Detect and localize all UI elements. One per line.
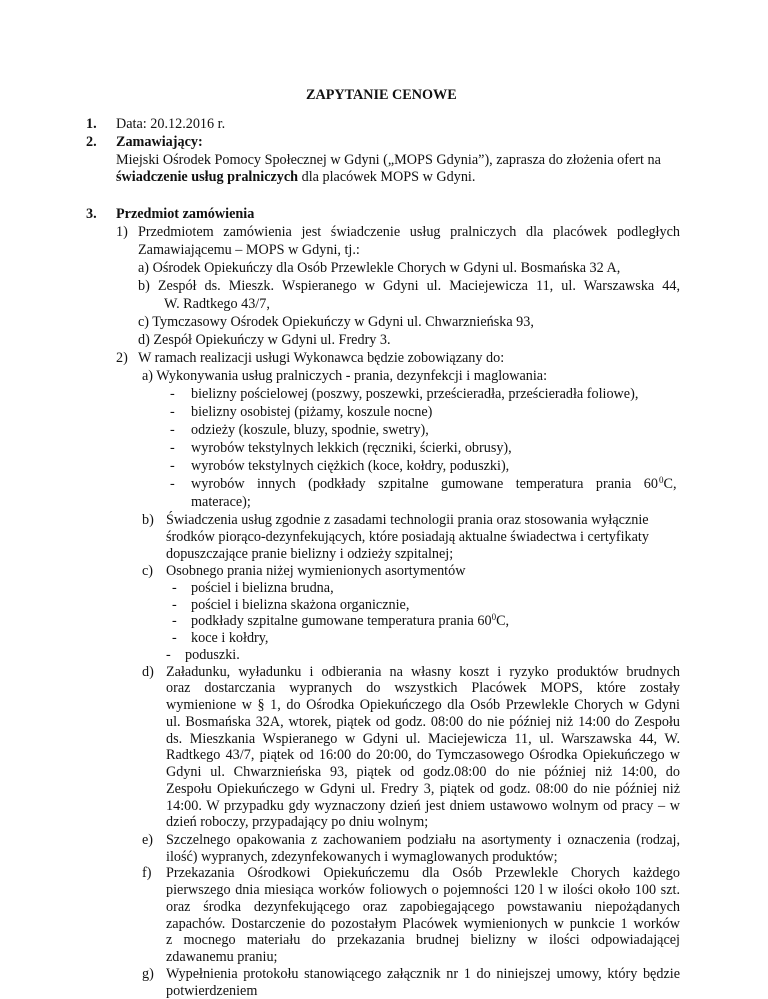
item-f-line: Przekazania Ośrodkowi Opiekuńczemu dla Osób Przewlekle Chorych każdego bbox=[166, 865, 680, 881]
list-item-cont: materace); bbox=[191, 494, 251, 510]
item-f-line: z mocnego materiału do przekazania brudnej bielizny w ilości odpowiadającej bbox=[166, 932, 680, 948]
section-3-heading: Przedmiot zamówienia bbox=[116, 206, 255, 222]
section-2-text-rest: dla placówek MOPS w Gdyni. bbox=[298, 169, 476, 185]
item-d-line: ul. Bosmańska 32A, wtorek, piątek od godz. 08:00 do nie później niż 14:00 do Zespołu bbox=[166, 714, 680, 730]
item-c-line: Osobnego prania niżej wymienionych asortymentów bbox=[166, 563, 466, 579]
dash-bullet: - bbox=[170, 404, 175, 420]
dash-bullet: - bbox=[172, 630, 177, 646]
point-1-line2: Zamawiającemu – MOPS w Gdyni, tj.: bbox=[138, 242, 360, 258]
dash-bullet: - bbox=[170, 440, 175, 456]
item-g-line: Wypełnienia protokołu stanowiącego załącznik nr 1 do niniejszej umowy, który będzie bbox=[166, 966, 680, 982]
point-1-item-c: c) Tymczasowy Ośrodek Opiekuńczy w Gdyni ul. Chwarznieńska 93, bbox=[138, 314, 534, 330]
item-d-line: ds. Mieszkania Wspieranego w Gdyni ul. Maciejewicza 11, ul. Warszawska 44, W. bbox=[166, 731, 680, 747]
dash-bullet: - bbox=[170, 458, 175, 474]
list-item: poduszki. bbox=[185, 647, 240, 663]
section-2-text-line1: Miejski Ośrodek Pomocy Społecznej w Gdyni („MOPS Gdynia”), zaprasza do złożenia ofert na bbox=[116, 152, 661, 168]
item-f-line: oraz środka dezynfekującego oraz zapobiegającego powstawaniu niepożądanych bbox=[166, 899, 680, 915]
item-g-label: g) bbox=[142, 966, 154, 982]
item-b-line: środków piorąco-dezynfekujących, które posiadają aktualne świadectwa i certyfikaty bbox=[166, 529, 649, 545]
list-item: koce i kołdry, bbox=[191, 630, 269, 646]
section-2-heading: Zamawiający: bbox=[116, 134, 203, 150]
list-item: bielizny pościelowej (poszwy, poszewki, prześcieradła, prześcieradła foliowe), bbox=[191, 386, 639, 402]
item-f-label: f) bbox=[142, 865, 152, 881]
item-d-line: dzień roboczy, przypadający po dniu wolnym; bbox=[166, 814, 429, 830]
item-f-line: pierwszego dnia miesiąca worków foliowych o pojemności 120 l w ilości około 100 szt. bbox=[166, 882, 680, 898]
point-2-number: 2) bbox=[116, 350, 128, 366]
list-item: wyrobów tekstylnych ciężkich (koce, kołdry, poduszki), bbox=[191, 458, 510, 474]
item-d-line: Zespołu Opiekuńczego w Gdyni ul. Fredry 3, piątek od godz. 08:00 do nie później niż bbox=[166, 781, 680, 797]
list-item-end: $^0$C, bbox=[659, 475, 677, 492]
date-line: Data: 20.12.2016 r. bbox=[116, 116, 226, 132]
dash-bullet: - bbox=[170, 386, 175, 402]
list-item: pościel i bielizna brudna, bbox=[191, 580, 334, 596]
item-b-line: Świadczenia usług zgodnie z zasadami technologii prania oraz stosowania wyłącznie bbox=[166, 512, 649, 528]
item-e-line: ilość) wypranych, zdezynfekowanych i wymaglowanych produktów; bbox=[166, 849, 558, 865]
item-g-line: potwierdzeniem bbox=[166, 983, 258, 999]
item-f-line: zapachów. Dostarczenie do pozostałym Placówek wymienionych w punkcie 1 worków bbox=[166, 916, 680, 932]
item-d-line: Radtkego 43/7, piątek od 16:00 do 20:00, do Tymczasowego Ośrodka Opiekuńczego w bbox=[166, 747, 680, 763]
list-item: pościel i bielizna skażona organicznie, bbox=[191, 597, 410, 613]
list-item: odzieży (koszule, bluzy, spodnie, swetry), bbox=[191, 422, 429, 438]
list-item: podkłady szpitalne gumowane temperatura prania $60^0C$, bbox=[191, 612, 510, 629]
dash-bullet: - bbox=[172, 597, 177, 613]
section-2-number: 2. bbox=[86, 134, 97, 150]
dash-bullet: - bbox=[172, 613, 177, 629]
point-1-item-b: b) Zespół ds. Mieszk. Wspieranego w Gdyni ul. Maciejewicza 11, ul. Warszawska 44, bbox=[138, 278, 680, 294]
list-item: bielizny osobistej (piżamy, koszule nocne) bbox=[191, 404, 433, 420]
list-item: wyrobów tekstylnych lekkich (ręczniki, ścierki, obrusy), bbox=[191, 440, 512, 456]
item-d-line: Gdyni ul. Chwarznieńska 93, piątek od godz.08:00 do nie później niż 14:00, do bbox=[166, 764, 680, 780]
document-title: ZAPYTANIE CENOWE bbox=[306, 87, 457, 103]
point-1-line1: Przedmiotem zamówienia jest świadczenie usług pralniczych dla placówek podległych bbox=[138, 224, 680, 240]
item-d-line: Załadunku, wyładunku i odbierania na własny koszt i ryzyko produktów brudnych bbox=[166, 664, 680, 680]
dash-bullet: - bbox=[170, 422, 175, 438]
dash-bullet: - bbox=[166, 647, 171, 663]
point-1-item-b-cont: W. Radtkego 43/7, bbox=[164, 296, 270, 312]
point-1-number: 1) bbox=[116, 224, 128, 240]
point-1-item-d: d) Zespół Opiekuńczy w Gdyni ul. Fredry 3. bbox=[138, 332, 391, 348]
service-name-bold: świadczenie usług pralniczych bbox=[116, 169, 299, 185]
item-e-line: Szczelnego opakowania z zachowaniem podziału na asortymenty i oznaczenia (rodzaj, bbox=[166, 832, 680, 848]
item-d-label: d) bbox=[142, 664, 154, 680]
item-d-line: wymienione w § 1, do Ośrodka Opiekuńczego dla Osób Przewlekle Chorych w Gdyni bbox=[166, 697, 680, 713]
item-c-label: c) bbox=[142, 563, 154, 579]
point-1-item-a: a) Ośrodek Opiekuńczy dla Osób Przewlekle Chorych w Gdyni ul. Bosmańska 32 A, bbox=[138, 260, 621, 276]
section-1-number: 1. bbox=[86, 116, 97, 132]
dash-bullet: - bbox=[170, 476, 175, 492]
dash-bullet: - bbox=[172, 580, 177, 596]
list-item: wyrobów innych (podkłady szpitalne gumowane temperatura prania 60 bbox=[191, 476, 658, 492]
section-3-number: 3. bbox=[86, 206, 97, 222]
item-d-line: 14:00. W przypadku gdy wyznaczony dzień jest dniem ustawowo wolnym od pracy – w bbox=[166, 798, 680, 814]
section-2-text-line2 bbox=[116, 170, 475, 184]
item-b-line: dopuszczające pranie bielizny i odzieży szpitalnej; bbox=[166, 546, 454, 562]
item-e-label: e) bbox=[142, 832, 154, 848]
item-d-line: oraz dostarczania wypranych do wszystkich Placówek MOPS, które zostały bbox=[166, 680, 680, 696]
item-f-line: zdawanemu praniu; bbox=[166, 949, 278, 965]
item-b-label: b) bbox=[142, 512, 154, 528]
point-2-intro: W ramach realizacji usługi Wykonawca będzie zobowiązany do: bbox=[138, 350, 505, 366]
item-a-heading: a) Wykonywania usług pralniczych - prania, dezynfekcji i maglowania: bbox=[142, 368, 548, 384]
